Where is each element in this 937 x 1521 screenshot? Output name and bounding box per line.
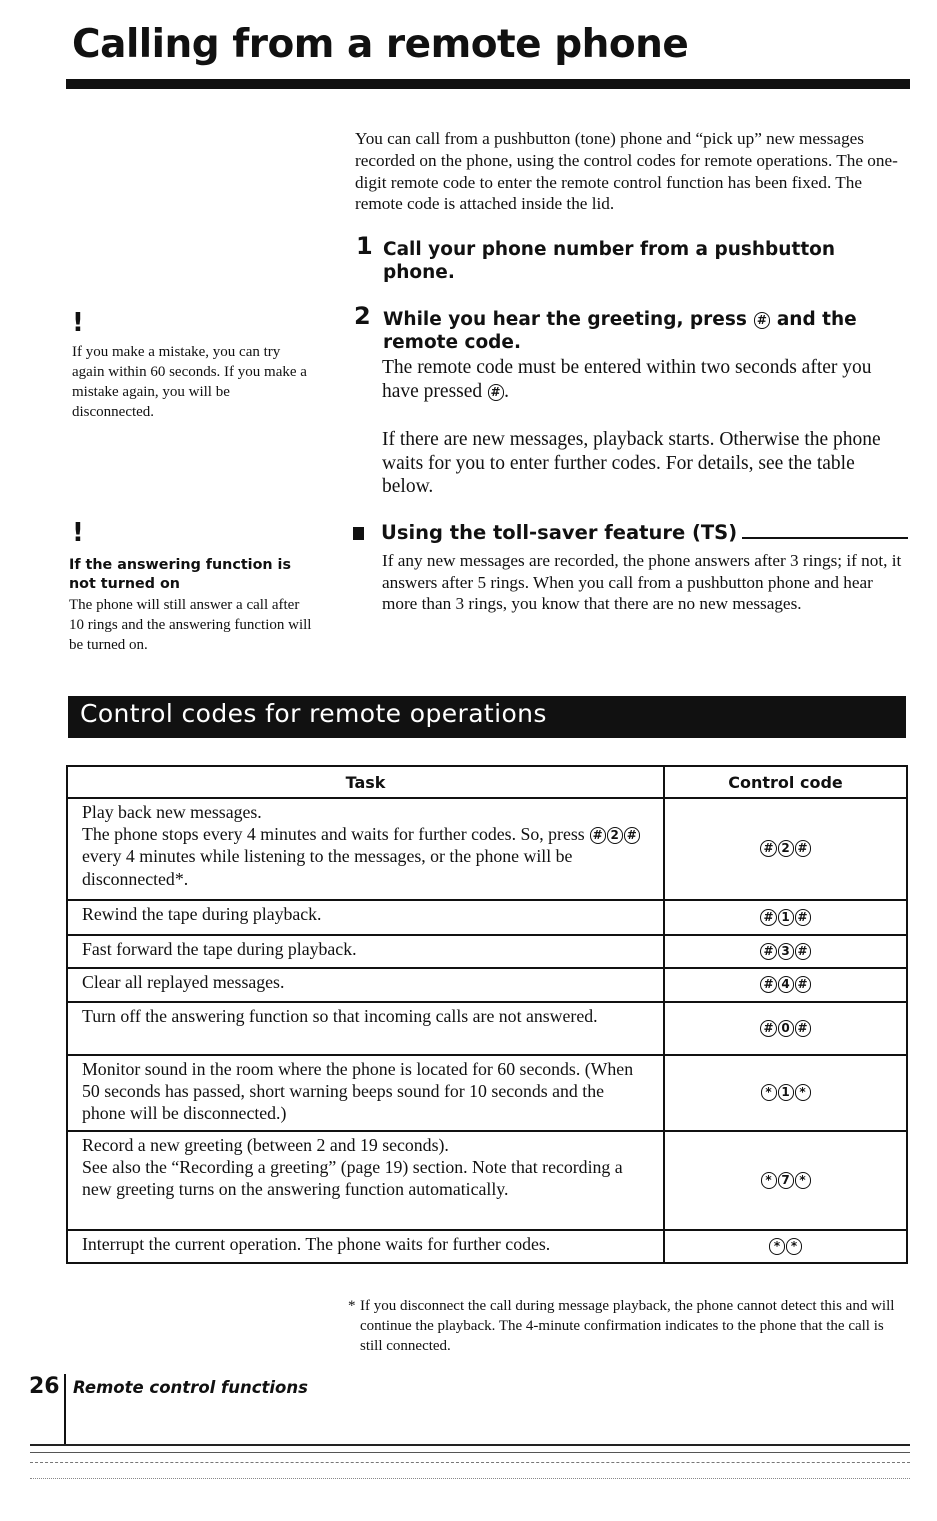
pound-key-icon: # bbox=[760, 909, 776, 926]
step-2-heading-pre: While you hear the greeting, press bbox=[383, 309, 747, 330]
page-number: 26 bbox=[29, 1374, 60, 1399]
task-cell bbox=[67, 1131, 664, 1230]
step-2-number: 2 bbox=[354, 302, 371, 330]
pound-key-icon: # bbox=[488, 384, 504, 401]
note-1-text: If you make a mistake, you can try again within 60 seconds. If you make a mistake again, you will be disconnected. bbox=[72, 344, 307, 420]
star-key-icon: * bbox=[786, 1238, 802, 1255]
task-cell: Monitor sound in the room where the phone is located for 60 seconds. (When 50 seconds has passed, short warning beeps sound for 10 seconds and the phone will be disconnected.) bbox=[67, 1055, 664, 1131]
task-cell: Clear all replayed messages. bbox=[67, 968, 664, 1002]
task-cell bbox=[67, 798, 664, 900]
bottom-rule bbox=[30, 1444, 910, 1446]
step-2-heading-post: and the remote code. bbox=[383, 309, 857, 353]
task-text: every 4 minutes while listening to the messages, or the phone will be disconnected*. bbox=[82, 846, 573, 889]
bottom-rule bbox=[30, 1452, 910, 1453]
task-column-header: Task bbox=[67, 766, 664, 798]
step-1-heading: Call your phone number from a pushbutton phone. bbox=[383, 239, 836, 283]
digit-key-icon: 3 bbox=[778, 943, 794, 960]
task-cell: Interrupt the current operation. The phone waits for further codes. bbox=[67, 1230, 664, 1263]
pound-key-icon: # bbox=[795, 840, 811, 857]
digit-key-icon: 1 bbox=[778, 909, 794, 926]
bottom-rule bbox=[30, 1478, 910, 1480]
step-2-body-post: . bbox=[504, 380, 509, 402]
star-key-icon: * bbox=[761, 1084, 777, 1101]
caution-icon: ! bbox=[72, 518, 84, 548]
table-row bbox=[67, 900, 907, 935]
star-key-icon: * bbox=[795, 1172, 811, 1189]
star-key-icon: * bbox=[761, 1172, 777, 1189]
digit-key-icon: 2 bbox=[778, 840, 794, 857]
code-cell bbox=[664, 1230, 907, 1263]
pound-key-icon: # bbox=[760, 976, 776, 993]
code-cell bbox=[664, 1002, 907, 1055]
pound-key-icon: # bbox=[795, 1020, 811, 1037]
page-title: Calling from a remote phone bbox=[72, 22, 689, 67]
table-row bbox=[67, 968, 907, 1002]
pound-key-icon: # bbox=[754, 312, 770, 329]
table-row bbox=[67, 1230, 907, 1263]
task-text: The phone stops every 4 minutes and waits for further codes. So, press bbox=[82, 824, 585, 845]
footnote-mark: * bbox=[348, 1298, 356, 1314]
task-cell: Fast forward the tape during playback. bbox=[67, 935, 664, 968]
code-column-header: Control code bbox=[664, 766, 907, 798]
table-header-row bbox=[67, 766, 907, 798]
section-bullet-icon bbox=[353, 527, 364, 540]
task-line: Play back new messages. bbox=[82, 802, 262, 822]
code-cell bbox=[664, 798, 907, 900]
footnote-text: If you disconnect the call during message playback, the phone cannot detect this and will continue the playback. The 4-minute confirmation indicates to the phone that the call is still connected. bbox=[360, 1298, 895, 1354]
code-cell bbox=[664, 1055, 907, 1131]
note-2-heading: If the answering function is not turned on bbox=[69, 557, 291, 592]
star-key-icon: * bbox=[769, 1238, 785, 1255]
code-cell bbox=[664, 1131, 907, 1230]
pound-key-icon: # bbox=[795, 943, 811, 960]
pound-key-icon: # bbox=[760, 943, 776, 960]
toll-saver-heading: Using the toll-saver feature (TS) bbox=[381, 521, 738, 544]
star-key-icon: * bbox=[795, 1084, 811, 1101]
code-cell bbox=[664, 968, 907, 1002]
title-rule bbox=[66, 79, 910, 89]
pound-key-icon: # bbox=[760, 1020, 776, 1037]
task-line bbox=[82, 823, 649, 890]
bottom-rule bbox=[30, 1462, 910, 1464]
step-2-body bbox=[382, 356, 907, 403]
pound-key-icon: # bbox=[760, 840, 776, 857]
digit-key-icon: 2 bbox=[607, 827, 623, 844]
digit-key-icon: 1 bbox=[778, 1084, 794, 1101]
table-row bbox=[67, 935, 907, 968]
table-row bbox=[67, 1002, 907, 1055]
step-2-body-2: If there are new messages, playback starts. Otherwise the phone waits for you to enter further codes. For details, see the table below. bbox=[382, 429, 881, 497]
digit-key-icon: 0 bbox=[778, 1020, 794, 1037]
code-cell bbox=[664, 935, 907, 968]
intro-paragraph: You can call from a pushbutton (tone) phone and “pick up” new messages recorded on the phone, using the control codes for remote operations. The one-digit remote code to enter the remote control function has been fixed. The remote code is attached inside the lid. bbox=[355, 129, 898, 214]
note-2-text: The phone will still answer a call after 10 rings and the answering function will be turned on. bbox=[69, 597, 312, 653]
pound-key-icon: # bbox=[624, 827, 640, 844]
task-cell: Rewind the tape during playback. bbox=[67, 900, 664, 935]
toll-saver-body: If any new messages are recorded, the phone answers after 3 rings; if not, it answers after 5 rings. When you call from a pushbutton phone and hear more than 3 rings, you know that there are no new messages. bbox=[382, 551, 902, 613]
digit-key-icon: 4 bbox=[778, 976, 794, 993]
task-cell: Turn off the answering function so that incoming calls are not answered. bbox=[67, 1002, 664, 1055]
toll-saver-rule bbox=[742, 537, 908, 539]
table-row bbox=[67, 1055, 907, 1131]
table-row bbox=[67, 1131, 907, 1230]
code-cell bbox=[664, 900, 907, 935]
step-2-body-pre: The remote code must be entered within two seconds after you have pressed bbox=[382, 357, 872, 402]
table-row bbox=[67, 798, 907, 900]
control-codes-table bbox=[66, 765, 908, 1264]
caution-icon: ! bbox=[72, 308, 84, 338]
section-title: Control codes for remote operations bbox=[80, 699, 547, 728]
digit-key-icon: 7 bbox=[778, 1172, 794, 1189]
footnote bbox=[348, 1296, 908, 1356]
pound-key-icon: # bbox=[590, 827, 606, 844]
step-1-number: 1 bbox=[356, 232, 373, 260]
task-line: Record a new greeting (between 2 and 19 seconds). bbox=[82, 1135, 449, 1155]
pound-key-icon: # bbox=[795, 909, 811, 926]
footer-divider bbox=[64, 1374, 66, 1444]
pound-key-icon: # bbox=[795, 976, 811, 993]
step-2-heading bbox=[383, 308, 903, 354]
task-line: See also the “Recording a greeting” (page 19) section. Note that recording a new greeting turns on the answering function automatically. bbox=[82, 1157, 623, 1200]
section-name: Remote control functions bbox=[73, 1378, 308, 1397]
